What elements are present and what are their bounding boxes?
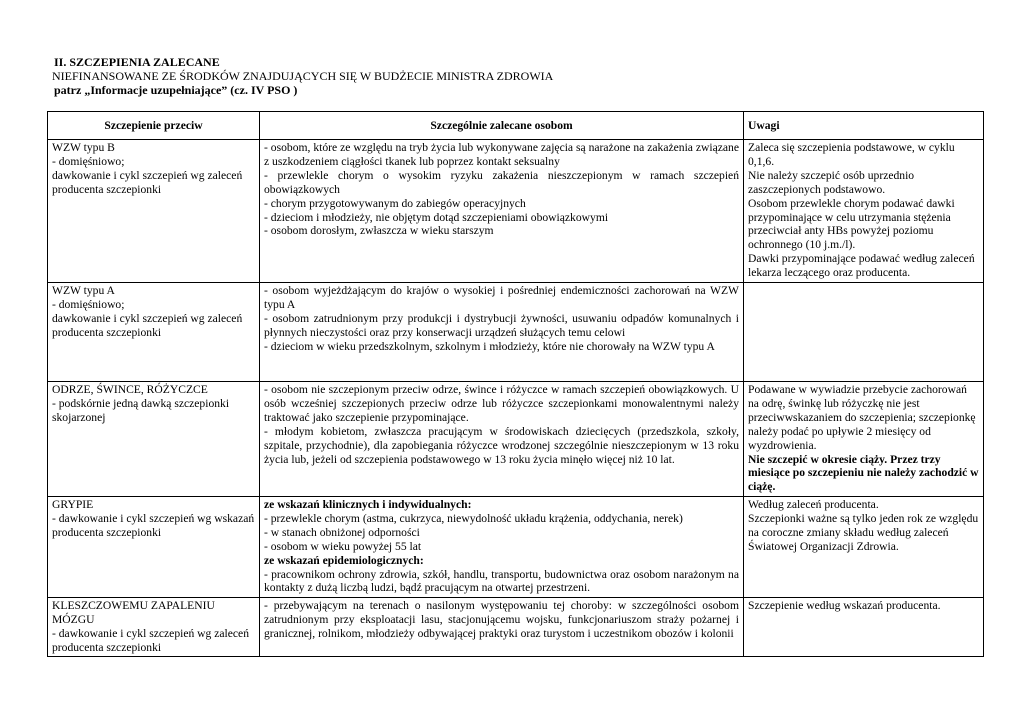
section-reference: patrz „Informacje uzupełniające” (cz. IV PSO ) [54, 83, 298, 97]
vaccination-table [47, 111, 984, 657]
recommended-item: - osobom dorosłym, zwłaszcza w wieku starszym [264, 224, 494, 238]
column-header-recommended: Szczególnie zalecane osobom [260, 112, 744, 140]
table-header-row [48, 112, 984, 140]
vaccine-detail: - domięśniowo; [52, 154, 125, 168]
vaccine-name: ODRZE, ŚWINCE, RÓŻYCZCE [52, 383, 208, 396]
vaccine-detail: dawkowanie i cykl szczepień wg zaleceń producenta szczepionki [52, 311, 243, 339]
notes-cell [744, 140, 984, 283]
column-header-vaccine: Szczepienie przeciw [48, 112, 260, 140]
note-warning: Nie szczepić w okresie ciąży. Przez trzy miesiące po szczepieniu nie należy zachodzić w ciążę. [748, 452, 979, 494]
vaccine-cell [48, 598, 260, 657]
recommended-item: - przebywającym na terenach o nasilonym występowaniu tej choroby: w szczególności osobom zatrudnionym przy eksploatacji lasu, stacjonującemu wojsku, funkcjonariuszom straży pożarnej i granicznej, rolnikom, młodzieży odbywającej praktyki oraz turystom i uczestnikom obozów i kolonii [264, 599, 739, 640]
document-header [52, 55, 553, 97]
recommended-item: - chorym przygotowywanym do zabiegów operacyjnych [264, 196, 526, 210]
note-item: Osobom przewlekle chorym podawać dawki przypominające w celu utrzymania stężenia przeciwciał anty HBs powyżej poziomu ochronnego (10 j.m./l). [748, 196, 955, 252]
vaccine-name: WZW typu A [52, 284, 115, 297]
vaccine-detail: dawkowanie i cykl szczepień wg zaleceń producenta szczepionki [52, 168, 243, 196]
notes-cell [744, 382, 984, 497]
vaccine-detail: - domięśniowo; [52, 297, 125, 311]
note-item: Szczepionki ważne są tylko jeden rok ze względu na coroczne zmiany składu według zaleceń Światowej Organizacji Zdrowia. [748, 511, 979, 553]
recommended-cell [260, 497, 744, 598]
recommended-item: - pracownikom ochrony zdrowia, szkół, handlu, transportu, budownictwa oraz osobom narażonym na kontakty z dużą liczbą ludzi, bądź pracującym na otwartej przestrzeni. [264, 567, 739, 595]
recommended-item: - przewlekle chorym o wysokim ryzyku zakażenia nieszczepionym w ramach szczepień obowiązkowych [264, 168, 739, 196]
note-item: Nie należy szczepić osób uprzednio zaszczepionych podstawowo. [748, 168, 915, 196]
recommended-item: - osobom wyjeżdżającym do krajów o wysokiej i pośredniej endemiczności zachorowań na WZW typu A [264, 284, 739, 311]
recommended-cell [260, 283, 744, 382]
recommended-cell [260, 598, 744, 657]
recommended-item: - osobom zatrudnionym przy produkcji i dystrybucji żywności, usuwaniu odpadów komunalnych i płynnych nieczystości oraz przy konserwacji urządzeń służących temu celowi [264, 311, 739, 339]
section-title: II. SZCZEPIENIA ZALECANE [54, 55, 220, 69]
section-subtitle: NIEFINANSOWANE ZE ŚRODKÓW ZNAJDUJĄCYCH SIĘ W BUDŻECIE MINISTRA ZDROWIA [52, 69, 554, 83]
vaccine-detail: - podskórnie jedną dawką szczepionki skojarzonej [52, 396, 230, 424]
note-item: Według zaleceń producenta. [748, 498, 879, 511]
notes-cell [744, 598, 984, 657]
recommended-item: - dzieciom i młodzieży, nie objętym dotąd szczepieniami obowiązkowymi [264, 210, 609, 224]
recommended-item: - młodym kobietom, zwłaszcza pracującym w środowiskach dziecięcych (przedszkola, szkoły, szpitale, przychodnie), dla zapobiegania różyczce wrodzonej szczególnie nieszczepionym w 13 roku życia lub, jeżeli od szczepienia podstawowego w 13 roku życia minęło więcej niż 10 lat. [264, 424, 739, 466]
recommended-item: - osobom nie szczepionym przeciw odrze, śwince i różyczce w ramach szczepień obowiązkowych. U osób wcześniej szczepionych przeciw odrze lub różyczce szczepionkami monowalentnymi należy traktować jako szczepienie przypominające. [264, 383, 739, 424]
table-row [48, 283, 984, 382]
note-item: Zaleca się szczepienia podstawowe, w cyklu 0,1,6. [748, 141, 955, 168]
note-item: Dawki przypominające podawać według zaleceń lekarza leczącego oraz producenta. [748, 252, 975, 280]
vaccine-name: KLESZCZOWEMU ZAPALENIU MÓZGU [52, 599, 215, 626]
vaccine-cell [48, 497, 260, 598]
recommended-item: - osobom, które ze względu na tryb życia lub wykonywane zajęcia są narażone na zakażenia związane z uszkodzeniem ciągłości tkanek lub poprzez kontakt seksualny [264, 141, 739, 168]
vaccine-detail: - dawkowanie i cykl szczepień wg zaleceń producenta szczepionki [52, 626, 249, 654]
note-item: Podawane w wywiadzie przebycie zachorowań na odrę, świnkę lub różyczkę nie jest przeciwwskazaniem do szczepienia; szczepionkę należy podać po upływie 2 miesięcy od wyzdrowienia. [748, 383, 976, 452]
table-row [48, 598, 984, 657]
vaccine-name: WZW typu B [52, 141, 115, 154]
table-row [48, 140, 984, 283]
vaccine-cell [48, 140, 260, 283]
column-header-notes: Uwagi [744, 112, 984, 140]
notes-cell [744, 283, 984, 382]
table-row [48, 497, 984, 598]
recommended-subheading: ze wskazań epidemiologicznych: [264, 553, 424, 567]
recommended-item: - przewlekle chorym (astma, cukrzyca, niewydolność układu krążenia, oddychania, nerek) [264, 511, 683, 525]
vaccine-cell [48, 283, 260, 382]
recommended-cell [260, 382, 744, 497]
recommended-subheading: ze wskazań klinicznych i indywidualnych: [264, 498, 472, 511]
vaccine-cell [48, 382, 260, 497]
table-row [48, 382, 984, 497]
recommended-item: - dzieciom w wieku przedszkolnym, szkolnym i młodzieży, które nie chorowały na WZW typu A [264, 339, 715, 353]
vaccine-name: GRYPIE [52, 498, 94, 511]
notes-cell [744, 497, 984, 598]
note-item: Szczepienie według wskazań producenta. [748, 599, 941, 612]
vaccine-detail: - dawkowanie i cykl szczepień wg wskazań producenta szczepionki [52, 511, 255, 539]
recommended-item: - w stanach obniżonej odporności [264, 525, 420, 539]
recommended-item: - osobom w wieku powyżej 55 lat [264, 539, 422, 553]
recommended-cell [260, 140, 744, 283]
